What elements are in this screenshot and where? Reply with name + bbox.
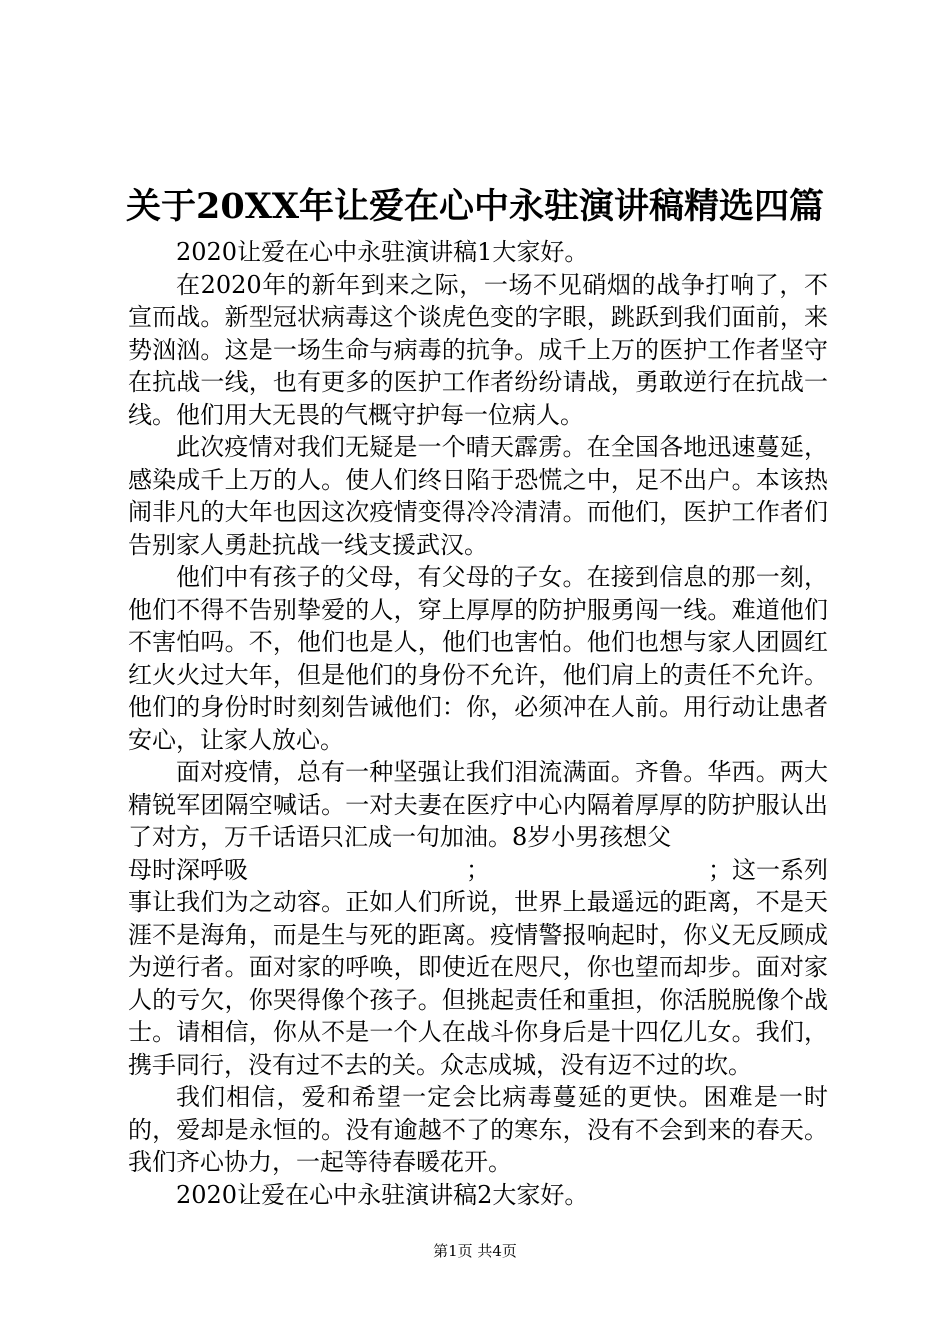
paragraph-6: 我们相信，爱和希望一定会比病毒蔓延的更快。困难是一时的，爱却是永恒的。没有逾越不了的寒东，没有不会到来的春天。我们齐心协力，一起等待春暖花开。 (128, 1083, 828, 1176)
paragraph-1: 2020让爱在心中永驻演讲稿1大家好。 (176, 238, 589, 266)
paragraph-3: 此次疫情对我们无疑是一个晴天霹雳。在全国各地迅速蔓延，感染成千上万的人。使人们终日陷于恐慌之中，足不出户。本该热闹非凡的大年也因这次疫情变得冷冷清清。而他们，医护工作者们告别家人勇赴抗战一线支援武汉。 (128, 433, 828, 559)
page-number-footer: 第1页 共4页 (433, 1242, 517, 1260)
paragraph-4: 他们中有孩子的父母，有父母的子女。在接到信息的那一刻，他们不得不告别挚爱的人，穿上厚厚的防护服勇闯一线。难道他们不害怕吗。不，他们也是人，他们也害怕。他们也想与家人团圆红红火火过大年，但是他们的身份不允许，他们肩上的责任不允许。他们的身份时时刻刻告诫他们：你，必须冲在人前。用行动让患者安心，让家人放心。 (128, 563, 828, 754)
paragraph-5-gap-b: ； (466, 855, 490, 884)
paragraph-5-part-2: 事让我们为之动容。正如人们所说，世界上最遥远的距离，不是天涯不是海角，而是生与死的距离。疫情警报响起时，你义无反顾成为逆行者。面对家的呼唤，即使近在咫尺，你也望而却步。面对家人的亏欠，你哭得像个孩子。但挑起责任和重担，你活脱脱像个战士。请相信，你从不是一个人在战斗你身后是十四亿儿女。我们，携手同行，没有过不去的关。众志成城，没有迈不过的坎。 (128, 888, 828, 1079)
paragraph-5 (128, 756, 828, 854)
paragraph-5-part-1: 面对疫情，总有一种坚强让我们泪流满面。齐鲁。华西。两大精锐军团隔空喊话。一对夫妻在医疗中心内隔着厚厚的防护服认出了对方，万千话语只汇成一句加油。8岁小男孩想父 (128, 758, 828, 851)
paragraph-2: 在2020年的新年到来之际，一场不见硝烟的战争打响了，不宣而战。新型冠状病毒这个谈虎色变的字眼，跳跃到我们面前，来势汹汹。这是一场生命与病毒的抗争。成千上万的医护工作者坚守在抗战一线，也有更多的医护工作者纷纷请战，勇敢逆行在抗战一线。他们用大无畏的气概守护每一位病人。 (128, 270, 828, 429)
paragraph-5-spaced-line (128, 854, 828, 887)
document-body (128, 236, 828, 1211)
paragraph-7: 2020让爱在心中永驻演讲稿2大家好。 (176, 1180, 589, 1209)
document-title: 关于20XX年让爱在心中永驻演讲稿精选四篇 (125, 186, 825, 227)
paragraph-5-gap-a: 母时深呼吸 (128, 855, 248, 884)
paragraph-5-gap-c: ；这一系列 (708, 855, 828, 884)
